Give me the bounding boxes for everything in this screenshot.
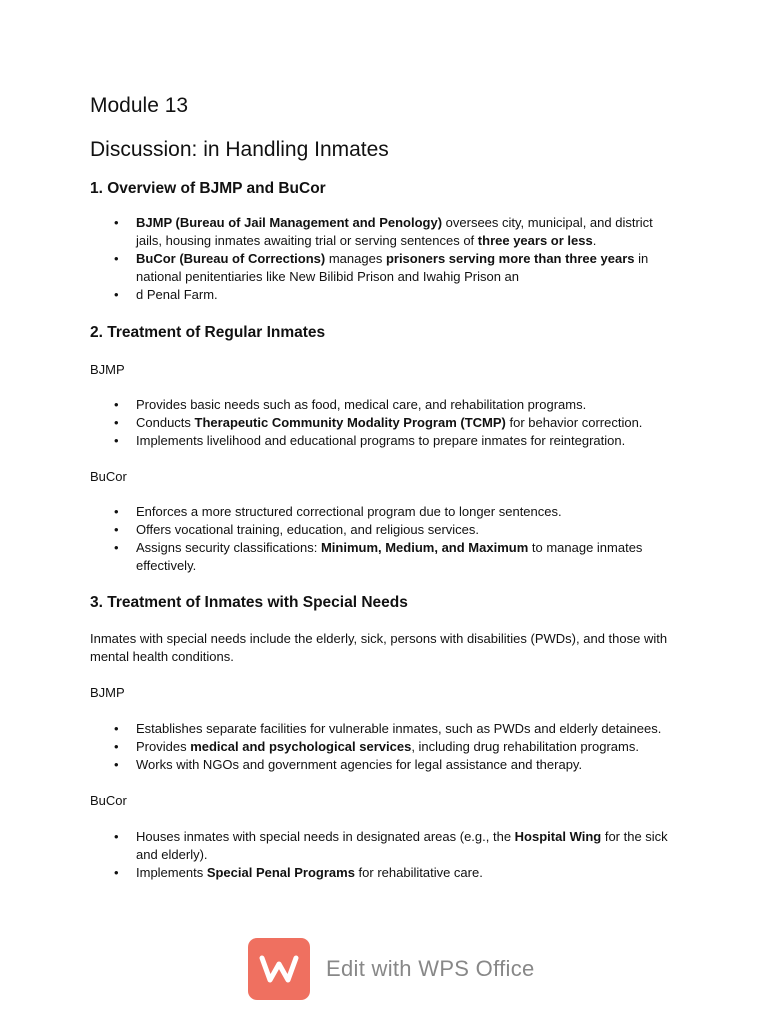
list-item: • d Penal Farm. bbox=[90, 286, 680, 304]
list-item: • Works with NGOs and government agencies for legal assistance and therapy. bbox=[90, 756, 680, 774]
subheading-bucor: BuCor bbox=[90, 793, 127, 808]
module-title: Module 13 bbox=[90, 94, 189, 117]
wps-logo-icon[interactable] bbox=[248, 938, 310, 1000]
list-item: • Implements Special Penal Programs for rehabilitative care. bbox=[90, 864, 680, 882]
list-item: • Provides medical and psychological services, including drug rehabilitation programs. bbox=[90, 738, 680, 756]
document-page bbox=[90, 92, 680, 882]
list-item: • Enforces a more structured correctional program due to longer sentences. bbox=[90, 503, 680, 521]
list-item: • Provides basic needs such as food, medical care, and rehabilitation programs. bbox=[90, 396, 680, 414]
subheading-bjmp: BJMP bbox=[90, 362, 125, 377]
section-1-list bbox=[90, 214, 680, 304]
list-item: • Assigns security classifications: Minimum, Medium, and Maximum to manage inmates effectively. bbox=[90, 539, 680, 575]
list-item: • BJMP (Bureau of Jail Management and Penology) oversees city, municipal, and district jails, housing inmates awaiting trial or serving sentences of three years or less. bbox=[90, 214, 680, 250]
section-2-bucor-list bbox=[90, 503, 680, 575]
list-item: • BuCor (Bureau of Corrections) manages prisoners serving more than three years in national penitentiaries like New Bilibid Prison and Iwahig Prison an bbox=[90, 250, 680, 286]
wps-edit-label[interactable]: Edit with WPS Office bbox=[326, 956, 535, 981]
list-item: • Implements livelihood and educational programs to prepare inmates for reintegration. bbox=[90, 432, 680, 450]
section-3-heading: 3. Treatment of Inmates with Special Needs bbox=[90, 594, 408, 611]
list-item: • Offers vocational training, education, and religious services. bbox=[90, 521, 680, 539]
section-3-bucor-list bbox=[90, 828, 680, 882]
list-item: • Establishes separate facilities for vulnerable inmates, such as PWDs and elderly detainees. bbox=[90, 720, 680, 738]
section-3-intro: Inmates with special needs include the elderly, sick, persons with disabilities (PWDs), and those with mental health conditions. bbox=[90, 631, 668, 664]
list-item: • Conducts Therapeutic Community Modality Program (TCMP) for behavior correction. bbox=[90, 414, 680, 432]
document-title: Discussion: in Handling Inmates bbox=[90, 138, 389, 161]
edit-with-wps-banner[interactable] bbox=[248, 937, 535, 1001]
list-item: • Houses inmates with special needs in designated areas (e.g., the Hospital Wing for the sick and elderly). bbox=[90, 828, 680, 864]
section-2-bjmp-list bbox=[90, 396, 680, 450]
section-1-heading: 1. Overview of BJMP and BuCor bbox=[90, 180, 326, 197]
subheading-bjmp: BJMP bbox=[90, 685, 125, 700]
subheading-bucor: BuCor bbox=[90, 469, 127, 484]
section-2-heading: 2. Treatment of Regular Inmates bbox=[90, 324, 326, 341]
section-3-bjmp-list bbox=[90, 720, 680, 774]
